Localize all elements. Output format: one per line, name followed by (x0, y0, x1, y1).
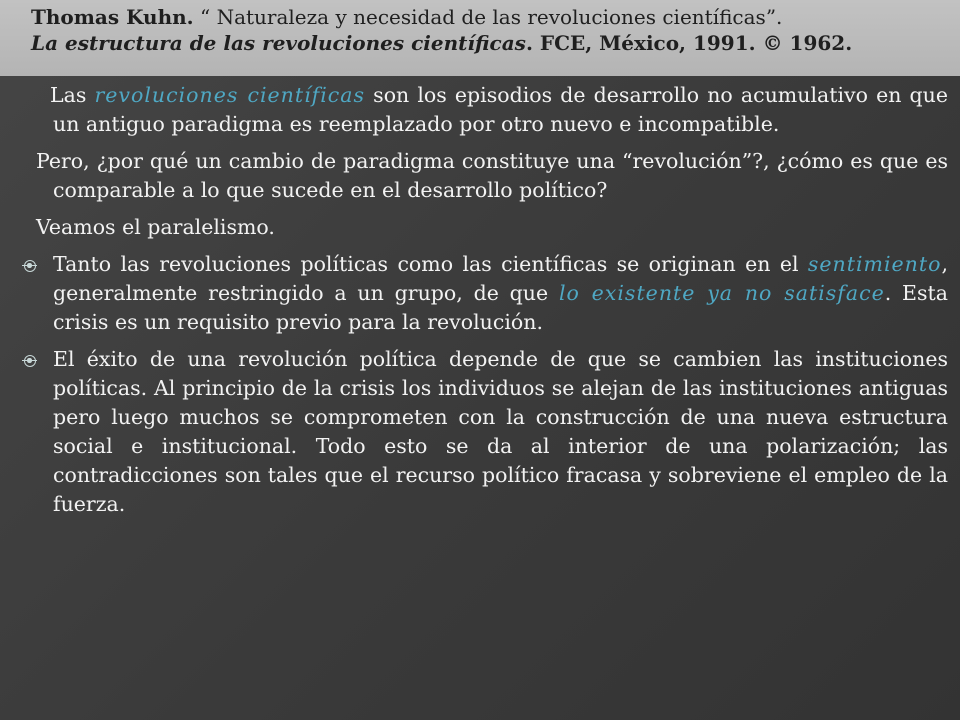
bullet-item-origen (0, 242, 960, 337)
highlight-lo-existente: lo existente ya no satisface (558, 281, 885, 305)
bullet-text: . Esta crisis es un requisito previo para la revolución. (53, 281, 948, 334)
bullet-text: El éxito de una revolución política depende de que se cambien las instituciones políticas. Al principio de la crisis los individuos se alejan de las instituciones antiguas pero luego muchos se comprometen con la construcción de una nueva estructura social e institucional. Todo esto se da al interior de una polarización; las contradicciones son tales que el recurso político fracasa y sobreviene el empleo de la fuerza. (53, 347, 948, 516)
citation-line-1 (31, 4, 950, 30)
chapter-title: “ Naturaleza y necesidad de las revoluciones científicas”. (193, 5, 783, 29)
paragraph-text: son los episodios de desarrollo no acumulativo en que un antiguo paradigma es reemplazado por otro nuevo e incompatible. (53, 83, 949, 136)
paragraph-paralelismo: Veamos el paralelismo. (36, 215, 275, 239)
paragraph-text: Las (50, 83, 95, 107)
circled-dot-bullet-icon (24, 355, 36, 367)
bullet-text: , generalmente restringido a un grupo, de que (53, 252, 948, 305)
slide-body (0, 78, 960, 519)
bullet-text: Tanto las revoluciones políticas como las científicas se originan en el (53, 252, 808, 276)
highlight-revoluciones-cientificas: revoluciones científicas (94, 83, 366, 107)
book-title: La estructura de las revoluciones científicas (31, 31, 526, 55)
citation-line-2 (31, 30, 950, 56)
citation-header (0, 0, 960, 76)
highlight-sentimiento: sentimiento (807, 252, 942, 276)
circled-dot-bullet-icon (24, 260, 36, 272)
bullet-item-exito (0, 337, 960, 519)
publication-info: . FCE, México, 1991. © 1962. (525, 31, 853, 55)
paragraph-question: Pero, ¿por qué un cambio de paradigma constituye una “revolución”?, ¿cómo es que es comparable a lo que sucede en el desarrollo político? (36, 149, 948, 202)
paragraph-definition (0, 78, 960, 139)
author-name: Thomas Kuhn. (31, 5, 194, 29)
